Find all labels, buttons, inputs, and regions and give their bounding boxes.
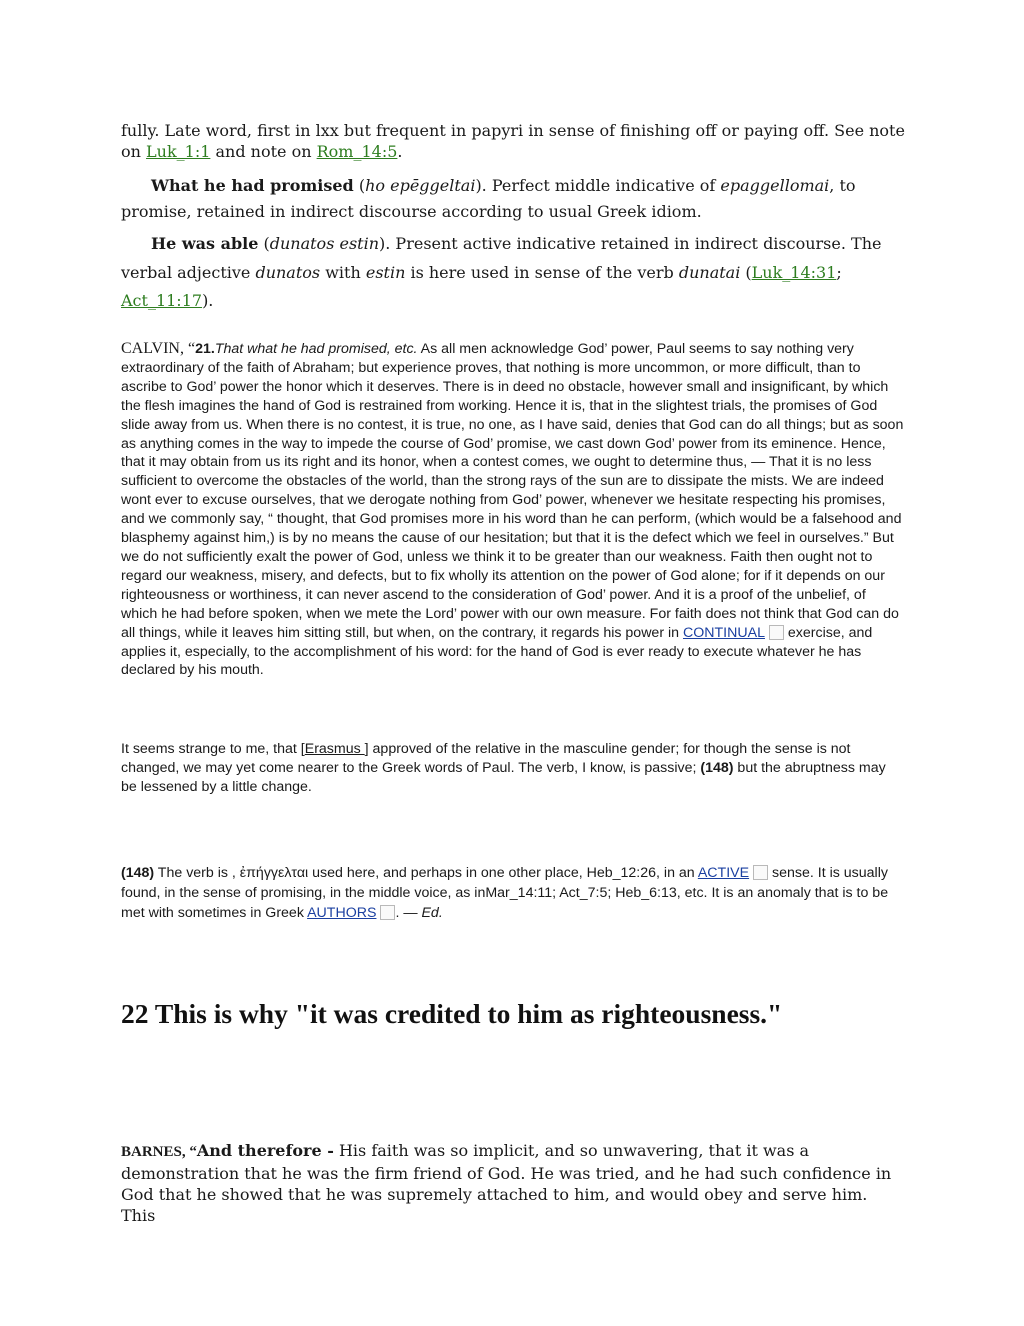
image-placeholder-icon	[753, 865, 768, 880]
verse-title: That what he had promised, etc.	[214, 341, 418, 357]
term-he-was-able: He was able	[151, 234, 259, 253]
robertson-paragraph-2: What he had promised (ho epēggeltai). Perfect middle indicative of epaggellomai, to promise, retained in indirect discourse according to usual Greek idiom.	[121, 176, 856, 221]
verse-heading-block	[121, 998, 905, 1030]
calvin-paragraph-2: It seems strange to me, that [Erasmus ] approved of the relative in the masculine gender; for though the sense is not changed, we may yet come nearer to the Greek words of Paul. The verb, I know, is passive; (148) but the abruptness may be lessened by a little change.	[121, 741, 886, 795]
editor-note: Ed.	[421, 905, 443, 921]
link-rom-14-5[interactable]: Rom_14:5	[316, 142, 398, 161]
link-luk-14-31[interactable]: Luk_14:31	[751, 262, 837, 282]
footnote-148: (148) The verb is , ἐπήγγελται used here, and perhaps in one other place, Heb_12:26, in an ACTIVE sense. It is usually found, in the sense of promising, in the middle voice, as inMar_14:11; Act_7:5; Heb_6:13, etc. It is an anomaly that is to be met with sometimes in Greek AUTHORS . — Ed.	[121, 865, 889, 921]
link-active[interactable]: ACTIVE	[697, 865, 750, 881]
verse-number: 21.	[195, 341, 215, 357]
image-placeholder-icon	[769, 625, 784, 640]
term-what-he-had-promised: What he had promised	[151, 176, 354, 195]
robertson-paragraph-1: fully. Late word, first in lxx but frequent in papyri in sense of finishing off or paying off. See note on Luk_1:1 and note on Rom_14:5.	[121, 121, 905, 161]
barnes-paragraph: BARNES, “And therefore - His faith was so implicit, and so unwavering, that it was a demonstration that he was the firm friend of God. He was tried, and he had such confidence in God that he showed that he was supremely attached to him, and would obey and serve him. This	[121, 1141, 892, 1225]
calvin-label: CALVIN, “	[121, 340, 196, 357]
link-continual[interactable]: CONTINUAL	[682, 624, 765, 641]
verse-heading: 22 This is why "it was credited to him as righteousness."	[121, 998, 783, 1029]
link-act-11-17[interactable]: Act_11:17	[121, 291, 203, 310]
footnote-ref-148[interactable]: (148)	[700, 759, 734, 776]
term-and-therefore: And therefore -	[196, 1141, 334, 1160]
footnote-number: (148)	[121, 865, 155, 881]
image-placeholder-icon	[380, 905, 395, 920]
link-authors[interactable]: AUTHORS	[307, 905, 377, 921]
calvin-paragraph-1: CALVIN, “21.That what he had promised, etc. As all men acknowledge God’ power, Paul seems to say nothing very extraordinary of the faith of Abraham; but experience proves, that nothing is more uncommon, or more difficult, than to ascribe to God’ power the honor which it deserves. There is in deed no obstacle, however small and insignificant, by which the flesh imagines the hand of God is restrained from working. Hence it is, that in the slightest trials, the promises of God slide away from us. When there is no contest, it is true, no one, as I have said, denies that God can do all things; but as soon as anything comes in the way to impede the course of God’ promise, we cast down God’ power from its eminence. Hence, that it may obtain from us its right and its honor, when a contest comes, we ought to determine thus, — That it is no less sufficient to overcome the obstacles of the world, than the strong rays of the sun are to dissipate the mists. We are indeed wont ever to excuse ourselves, that we derogate nothing from God’ power, whenever we hesitate respecting his promises, and we commonly say, “ thought, that God promises more in his word than he can perform, (which would be a falsehood and blasphemy against him,) is by no means the cause of our hesitation; but that it is the defect which we feel in ourselves.” But we do not sufficiently exalt the power of God, unless we think it to be greater than our weakness. Faith then ought not to regard our weakness, misery, and defects, but to fix wholly its attention on the power of God alone; for if it depends on our righteousness or worthiness, it can never ascend to the consideration of God’ power. And it is a proof of the unbelief, of which he had before spoken, when we mete the Lord’ power with our own measure. For faith does not think that God can do all things, while it leaves him sitting still, but when, on the contrary, it regards his power in CONTINUAL exercise, and applies it, especially, to the accomplishment of his word: for the hand of God is ever ready to execute whatever he has declared by his mouth.	[121, 340, 904, 679]
link-luk-1-1[interactable]: Luk_1:1	[146, 142, 211, 161]
link-erasmus[interactable]: Erasmus	[304, 741, 365, 757]
robertson-paragraph-3: He was able (dunatos estin). Present active indicative retained in indirect discourse. The verbal adjective dunatos with estin is here used in sense of the verb dunatai (Luk_14:31; Act_11:17).	[121, 234, 882, 310]
barnes-label: BARNES, “	[121, 1144, 197, 1160]
